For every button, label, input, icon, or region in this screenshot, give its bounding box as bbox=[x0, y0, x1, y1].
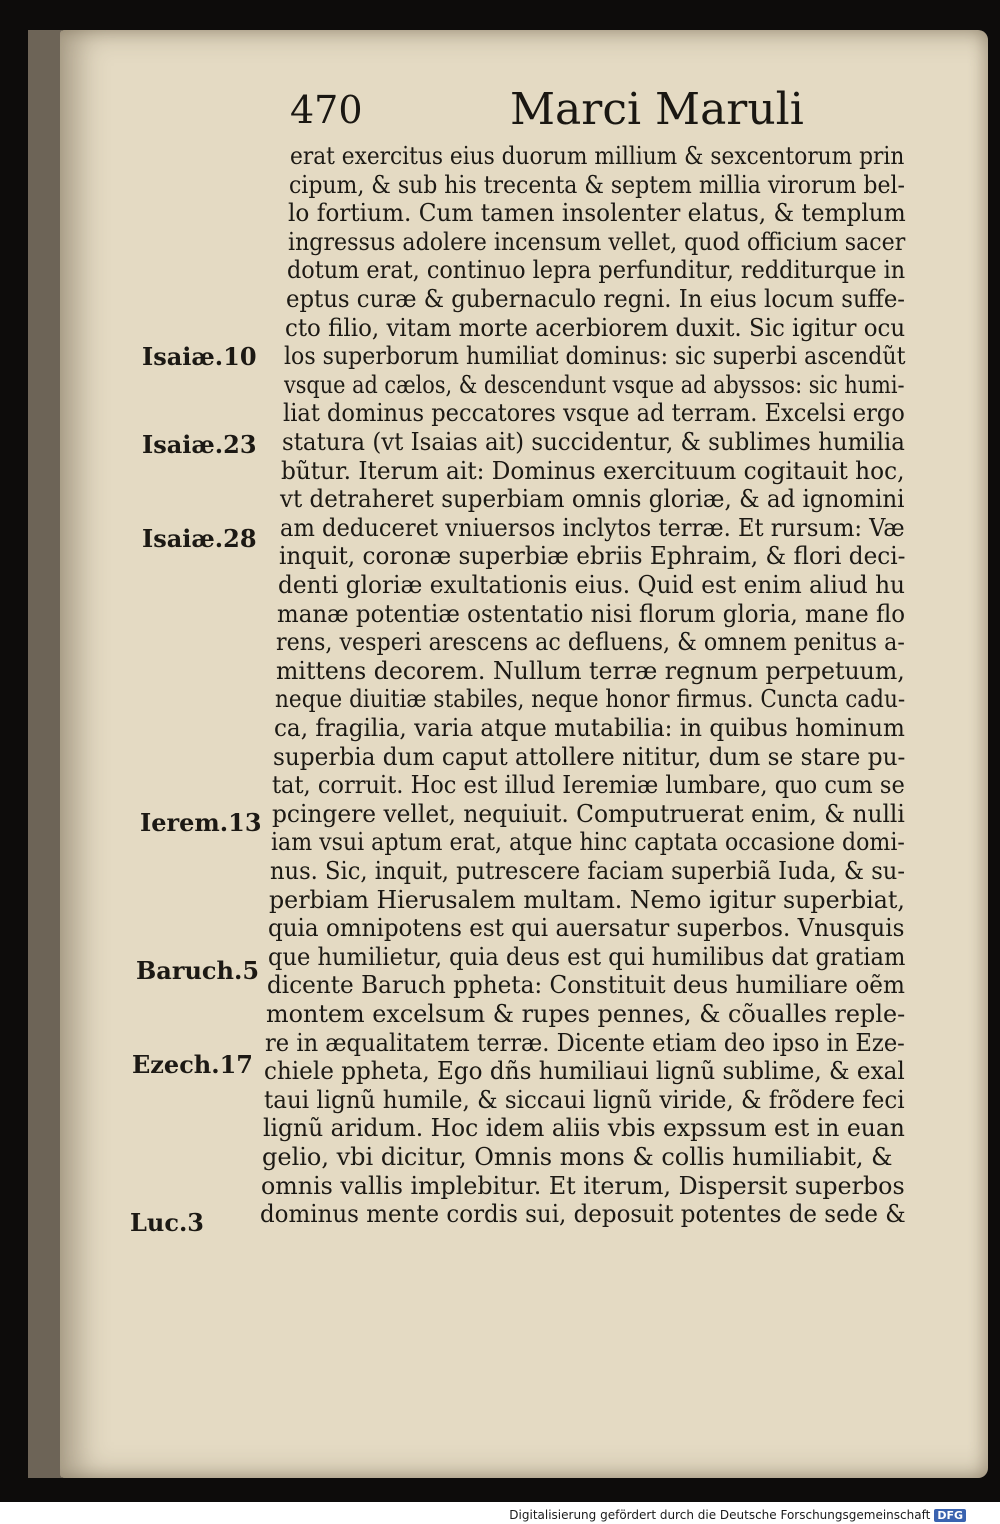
text-line: neque diuitiæ stabiles, neque honor firmus. Cuncta cadu- bbox=[275, 685, 906, 713]
text-line: cto filio, vitam morte acerbiorem duxit. Sic igitur ocu bbox=[285, 314, 906, 342]
margin-note-baruch-5: Baruch.5 bbox=[136, 956, 260, 985]
text-line: gelio, vbi dicitur, Omnis mons & collis humiliabit, & bbox=[262, 1143, 893, 1171]
text-line: dotum erat, continuo lepra perfunditur, redditurque in bbox=[287, 256, 906, 284]
text-line: manæ potentiæ ostentatio nisi florum gloria, mane flo bbox=[277, 600, 906, 628]
text-line: re in æqualitatem terræ. Dicente etiam deo ipso in Eze- bbox=[265, 1029, 905, 1057]
margin-note-isaiah-10: Isaiæ.10 bbox=[142, 342, 257, 371]
text-line: tat, corruit. Hoc est illud Ieremiæ lumbare, quo cum se bbox=[272, 771, 905, 799]
text-line: lo fortium. Cum tamen insolenter elatus, & templum bbox=[288, 199, 906, 227]
text-line: nus. Sic, inquit, putrescere faciam superbiã Iuda, & su- bbox=[270, 857, 905, 885]
text-line: eptus curæ & gubernaculo regni. In eius locum suffe- bbox=[286, 285, 906, 313]
text-line: ingressus adolere incensum vellet, quod officium sacer bbox=[288, 228, 906, 256]
page-number: 470 bbox=[290, 88, 363, 132]
text-line: rens, vesperi arescens ac defluens, & omnem penitus a- bbox=[276, 628, 905, 656]
text-line: denti gloriæ exultationis eius. Quid est enim aliud hu bbox=[278, 571, 905, 599]
margin-note-isaiah-23: Isaiæ.23 bbox=[142, 430, 257, 459]
text-line: am deduceret vniuersos inclytos terræ. Et rursum: Væ bbox=[280, 514, 905, 542]
text-line: bũtur. Iterum ait: Dominus exercituum cogitauit hoc, bbox=[281, 457, 905, 485]
text-line: que humilietur, quia deus est qui humilibus dat gratiam bbox=[268, 943, 906, 971]
text-line: vsque ad cælos, & descendunt vsque ad abyssos: sic humi- bbox=[284, 371, 905, 399]
text-line: cipum, & sub his trecenta & septem millia virorum bel- bbox=[289, 171, 905, 199]
text-line: dominus mente cordis sui, deposuit potentes de sede & bbox=[260, 1200, 906, 1228]
dfg-logo-icon: DFG bbox=[934, 1509, 966, 1522]
text-line: chiele ppheta, Ego dñs humiliaui lignũ sublime, & exal bbox=[264, 1057, 905, 1085]
digitization-footer bbox=[509, 1508, 966, 1522]
text-line: los superborum humiliat dominus: sic superbi ascendũt bbox=[284, 342, 906, 370]
text-line: omnis vallis implebitur. Et iterum, Dispersit superbos bbox=[261, 1172, 905, 1200]
text-line: superbia dum caput attollere nititur, dum se stare pu- bbox=[273, 743, 906, 771]
text-line: taui lignũ humile, & siccaui lignũ viride, & frõdere feci bbox=[264, 1086, 905, 1114]
text-line: dicente Baruch ppheta: Constituit deus humiliare oẽm bbox=[267, 971, 905, 999]
text-line: pcingere vellet, nequiuit. Computruerat enim, & nulli bbox=[272, 800, 905, 828]
text-line: mittens decorem. Nullum terræ regnum perpetuum, bbox=[276, 657, 905, 685]
text-line: montem excelsum & rupes pennes, & cõualles reple- bbox=[266, 1000, 906, 1028]
text-line: quia omnipotens est qui auersatur superbos. Vnusquis bbox=[268, 914, 905, 942]
margin-note-jeremiah-13: Ierem.13 bbox=[140, 808, 262, 837]
text-line: iam vsui aptum erat, atque hinc captata occasione domi- bbox=[271, 828, 905, 856]
text-line: vt detraheret superbiam omnis gloriæ, & ad ignomini bbox=[280, 485, 905, 513]
page-gutter bbox=[28, 30, 62, 1478]
text-line: perbiam Hierusalem multam. Nemo igitur superbiat, bbox=[269, 886, 905, 914]
funding-credit: Digitalisierung gefördert durch die Deutsche Forschungsgemeinschaft bbox=[509, 1508, 931, 1522]
margin-note-luke-3: Luc.3 bbox=[130, 1208, 204, 1237]
running-title: Marci Maruli bbox=[510, 84, 804, 135]
text-line: lignũ aridum. Hoc idem aliis vbis expssum est in euan bbox=[263, 1114, 905, 1142]
text-line: statura (vt Isaias ait) succidentur, & sublimes humilia bbox=[282, 428, 905, 456]
text-line: liat dominus peccatores vsque ad terram. Excelsi ergo bbox=[283, 399, 905, 427]
text-line: erat exercitus eius duorum millium & sexcentorum prin bbox=[290, 142, 905, 170]
margin-note-ezekiel-17: Ezech.17 bbox=[132, 1050, 254, 1079]
text-line: ca, fragilia, varia atque mutabilia: in quibus hominum bbox=[274, 714, 905, 742]
margin-note-isaiah-28: Isaiæ.28 bbox=[142, 524, 257, 553]
text-line: inquit, coronæ superbiæ ebriis Ephraim, & flori deci- bbox=[279, 542, 906, 570]
